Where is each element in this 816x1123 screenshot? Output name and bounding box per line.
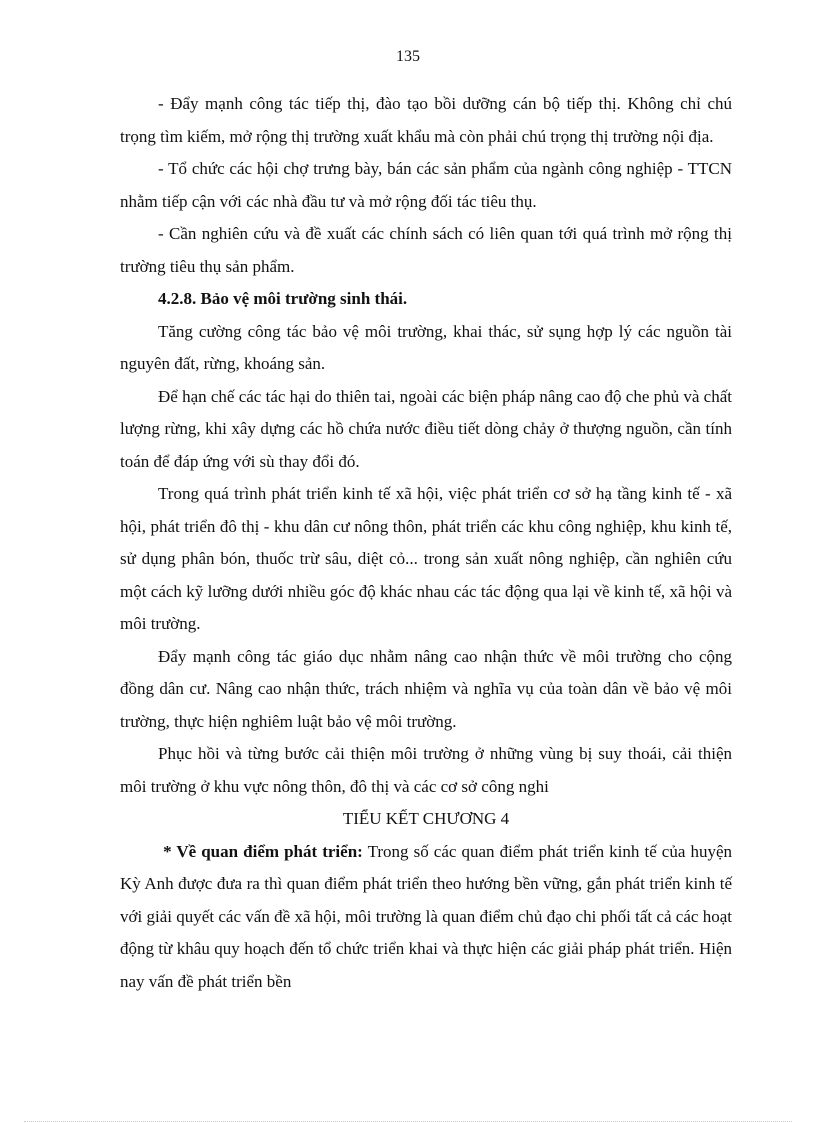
paragraph-disaster: Để hạn chế các tác hại do thiên tai, ngoài các biện pháp nâng cao độ che phủ và chất lượng rừng, khi xây dựng các hồ chứa nước điều tiết dòng chảy ở thượng nguồn, cần tính toán để đáp ứng với sù thay đổi đó.: [120, 386, 732, 471]
page-number: 135: [396, 48, 420, 65]
page-body: [120, 88, 732, 998]
viewpoint-text: Trong số các quan điểm phát triển kinh tế của huyện Kỳ Anh được đưa ra thì quan điểm phát triển theo hướng bền vững, gắn phát triển kinh tế với giải quyết các vấn đề xã hội, môi trường là quan điểm chủ đạo chi phối tất cả các hoạt động từ khâu quy hoạch đến tổ chức triển khai và thực hiện các giải pháp phát triển. Hiện nay vấn đề phát triển bền: [120, 841, 733, 991]
section-heading: 4.2.8. Bảo vệ môi trường sinh thái.: [158, 289, 408, 308]
page-bottom-divider: [24, 1121, 792, 1122]
chapter-summary-title: TIỂU KẾT CHƯƠNG 4: [342, 809, 510, 828]
viewpoint-label: * Về quan điểm phát triển:: [163, 841, 363, 861]
paragraph-development: Trong quá trình phát triển kinh tế xã hội, việc phát triển cơ sở hạ tầng kinh tế - xã hội, phát triển đô thị - khu dân cư nông thôn, phát triển các khu công nghiệp, khu kinh tế, sử dụng phân bón, thuốc trừ sâu, diệt cỏ... trong sản xuất nông nghiệp, cần nghiên cứu một cách kỹ lưỡng dưới nhiều góc độ khác nhau các tác động qua lại về kinh tế, xã hội và môi trường.: [120, 484, 732, 633]
paragraph-viewpoint: [120, 836, 732, 999]
bullet-trade-fairs: - Tổ chức các hội chợ trưng bày, bán các sản phẩm của ngành công nghiệp - TTCN nhằm tiếp cận với các nhà đầu tư và mở rộng đối tác tiêu thụ.: [120, 159, 732, 211]
paragraph-restoration: Phục hồi và từng bước cải thiện môi trường ở những vùng bị suy thoái, cải thiện môi trường ở khu vực nông thôn, đô thị và các cơ sở công nghi: [120, 744, 732, 796]
paragraph-education: Đẩy mạnh công tác giáo dục nhằm nâng cao nhận thức về môi trường cho cộng đồng dân cư. Nâng cao nhận thức, trách nhiệm và nghĩa vụ của toàn dân về bảo vệ môi trường, thực hiện nghiêm luật bảo vệ môi trường.: [120, 646, 732, 731]
bullet-marketing: - Đẩy mạnh công tác tiếp thị, đào tạo bồi dưỡng cán bộ tiếp thị. Không chỉ chú trọng tìm kiếm, mở rộng thị trường xuất khẩu mà còn phải chú trọng thị trường nội địa.: [120, 94, 732, 146]
paragraph-resources: Tăng cường công tác bảo vệ môi trường, khai thác, sử sụng hợp lý các nguồn tài nguyên đất, rừng, khoáng sản.: [120, 321, 732, 373]
bullet-policy-research: - Cần nghiên cứu và đề xuất các chính sách có liên quan tới quá trình mở rộng thị trường tiêu thụ sản phẩm.: [120, 224, 732, 276]
